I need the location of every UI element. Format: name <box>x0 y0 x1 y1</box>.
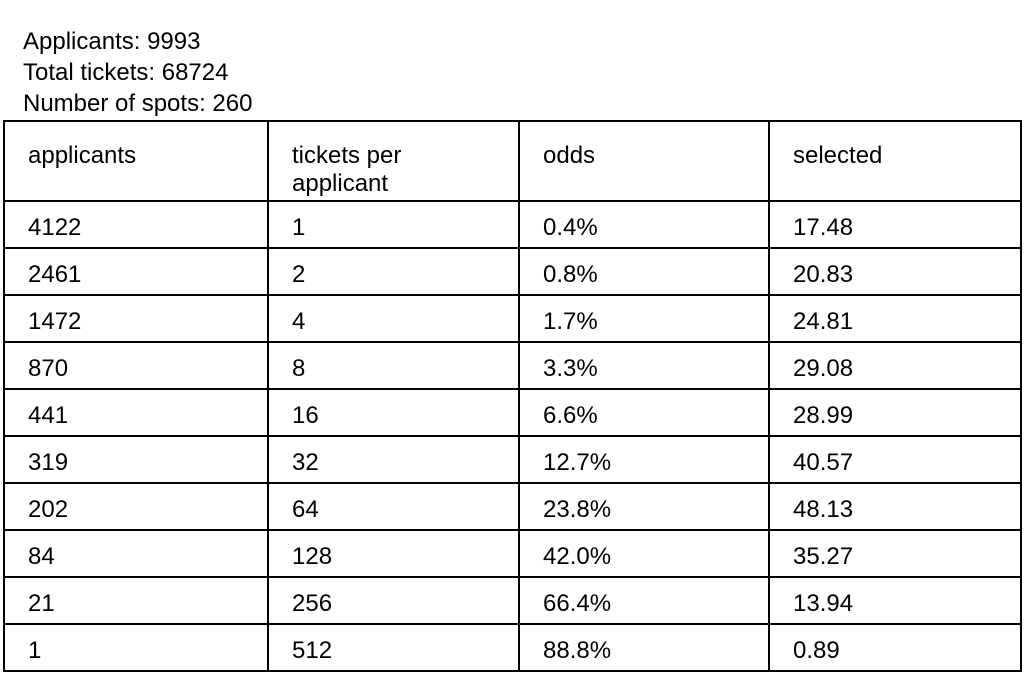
lottery-odds-table <box>3 120 1022 672</box>
cell-applicants: 441 <box>4 389 268 436</box>
cell-applicants: 2461 <box>4 248 268 295</box>
table-header-row <box>4 121 1021 201</box>
table-row <box>4 530 1021 577</box>
cell-selected: 17.48 <box>769 201 1021 248</box>
cell-applicants: 84 <box>4 530 268 577</box>
spots-total: Number of spots: 260 <box>23 90 253 117</box>
cell-tickets-per-applicant: 2 <box>268 248 519 295</box>
cell-tickets-per-applicant: 4 <box>268 295 519 342</box>
table-row <box>4 483 1021 530</box>
cell-odds: 88.8% <box>519 624 769 671</box>
table-row <box>4 436 1021 483</box>
table-row <box>4 248 1021 295</box>
cell-selected: 28.99 <box>769 389 1021 436</box>
cell-tickets-per-applicant: 32 <box>268 436 519 483</box>
header-tickets-per-applicant-text: tickets per applicant <box>292 142 402 197</box>
header-selected: selected <box>769 121 1021 201</box>
cell-odds: 1.7% <box>519 295 769 342</box>
cell-selected: 0.89 <box>769 624 1021 671</box>
table-row <box>4 201 1021 248</box>
cell-selected: 29.08 <box>769 342 1021 389</box>
cell-odds: 12.7% <box>519 436 769 483</box>
cell-selected: 48.13 <box>769 483 1021 530</box>
header-tickets-per-applicant <box>268 121 519 201</box>
table-row <box>4 577 1021 624</box>
cell-tickets-per-applicant: 128 <box>268 530 519 577</box>
cell-applicants: 1472 <box>4 295 268 342</box>
cell-selected: 24.81 <box>769 295 1021 342</box>
cell-odds: 0.4% <box>519 201 769 248</box>
cell-applicants: 202 <box>4 483 268 530</box>
cell-applicants: 21 <box>4 577 268 624</box>
tickets-total: Total tickets: 68724 <box>23 59 229 86</box>
cell-selected: 20.83 <box>769 248 1021 295</box>
applicants-total: Applicants: 9993 <box>23 28 201 55</box>
cell-applicants: 319 <box>4 436 268 483</box>
table-row <box>4 342 1021 389</box>
cell-odds: 0.8% <box>519 248 769 295</box>
cell-selected: 13.94 <box>769 577 1021 624</box>
cell-tickets-per-applicant: 1 <box>268 201 519 248</box>
cell-selected: 40.57 <box>769 436 1021 483</box>
cell-odds: 42.0% <box>519 530 769 577</box>
cell-tickets-per-applicant: 256 <box>268 577 519 624</box>
table-row <box>4 295 1021 342</box>
cell-tickets-per-applicant: 16 <box>268 389 519 436</box>
cell-odds: 3.3% <box>519 342 769 389</box>
cell-applicants: 1 <box>4 624 268 671</box>
cell-selected: 35.27 <box>769 530 1021 577</box>
cell-applicants: 4122 <box>4 201 268 248</box>
table-row <box>4 624 1021 671</box>
cell-odds: 66.4% <box>519 577 769 624</box>
cell-tickets-per-applicant: 8 <box>268 342 519 389</box>
table-row <box>4 389 1021 436</box>
cell-odds: 6.6% <box>519 389 769 436</box>
cell-odds: 23.8% <box>519 483 769 530</box>
cell-applicants: 870 <box>4 342 268 389</box>
cell-tickets-per-applicant: 64 <box>268 483 519 530</box>
summary-block <box>23 26 252 119</box>
header-odds: odds <box>519 121 769 201</box>
cell-tickets-per-applicant: 512 <box>268 624 519 671</box>
header-applicants: applicants <box>4 121 268 201</box>
